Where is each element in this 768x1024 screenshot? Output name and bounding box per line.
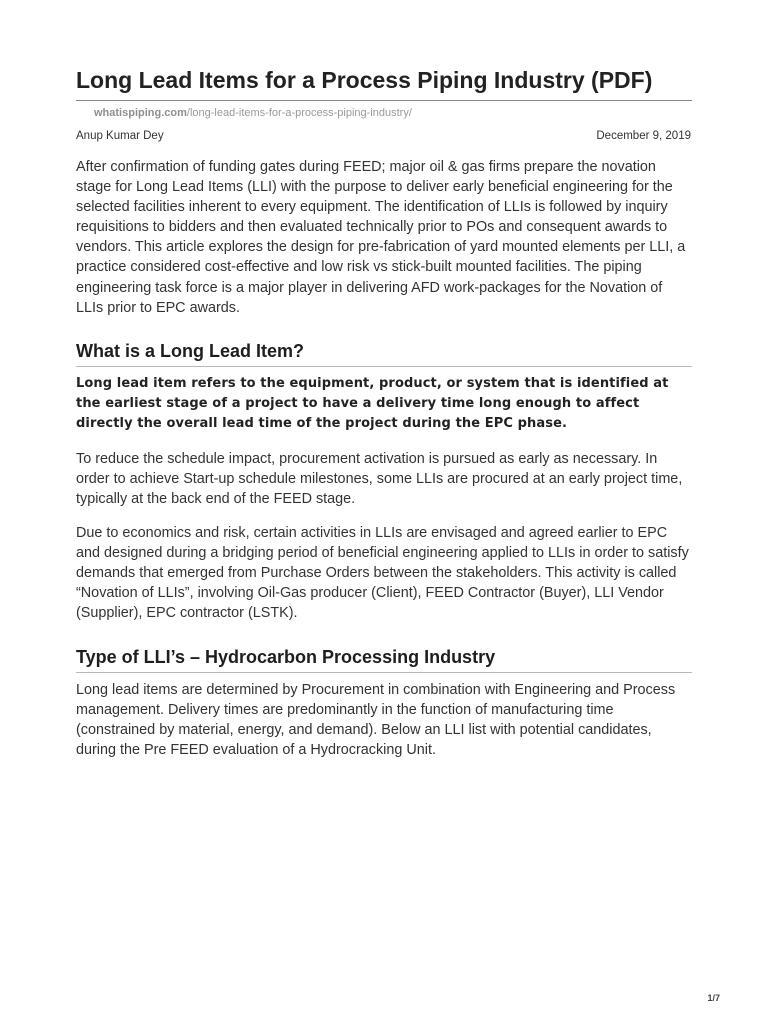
source-link-domain: whatispiping.com (94, 107, 187, 119)
section-heading-what-is-lli: What is a Long Lead Item? (76, 341, 305, 361)
title-divider (76, 100, 692, 101)
novation-paragraph: Due to economics and risk, certain activities in LLIs are envisaged and agreed earlier to EPC and designed during a bridging period of beneficial engineering applied to LLIs in order to satisfy demands that emerged from Purchase Orders between the stakeholders. This activity is called “Novation of LLIs”, involving Oil-Gas producer (Client), FEED Contractor (Buyer), LLI Vendor (Supplier), EPC contractor (LSTK). (76, 525, 689, 622)
intro-paragraph: After confirmation of funding gates during FEED; major oil & gas firms prepare the novation stage for Long Lead Items (LLI) with the purpose to deliver early beneficial engineering for the selected facilities inherent to every equipment. The identification of LLIs is followed by inquiry requisitions to bidders and then evaluated technically prior to POs and consequent awards to vendors. This article explores the design for pre-fabrication of yard mounted elements per LLI, a practice considered cost-effective and low risk vs stick-built mounted facilities. The piping engineering task force is a major player in delivering AFD work-packages for the Novation of LLIs prior to EPC awards. (76, 159, 686, 316)
publish-date: December 9, 2019 (596, 130, 691, 142)
schedule-paragraph: To reduce the schedule impact, procurement activation is pursued as early as necessary. In order to achieve Start-up schedule milestones, some LLIs are procured at an early project time, typically at the back end of the FEED stage. (76, 451, 683, 508)
section-divider-what-is-lli (76, 366, 692, 367)
lli-types-paragraph: Long lead items are determined by Procurement in combination with Engineering and Process management. Delivery times are predominantly in the function of manufacturing time (constrained by material, energy, and demand). Below an LLI list with potential candidates, during the Pre FEED evaluation of a Hydrocracking Unit. (76, 682, 676, 759)
lli-definition: Long lead item refers to the equipment, product, or system that is identified at the earliest stage of a project to have a delivery time long enough to affect directly the overall lead time of the project during the EPC phase. (76, 376, 669, 432)
source-link[interactable] (94, 106, 412, 120)
document-title: Long Lead Items for a Process Piping Industry (PDF) (76, 67, 653, 93)
author-name: Anup Kumar Dey (76, 130, 164, 142)
page-number: 1/7 (707, 993, 720, 1003)
section-divider-type-of-llis (76, 672, 692, 673)
section-heading-type-of-llis: Type of LLI’s – Hydrocarbon Processing Industry (76, 647, 496, 667)
source-link-path: /long-lead-items-for-a-process-piping-industry/ (186, 107, 412, 119)
